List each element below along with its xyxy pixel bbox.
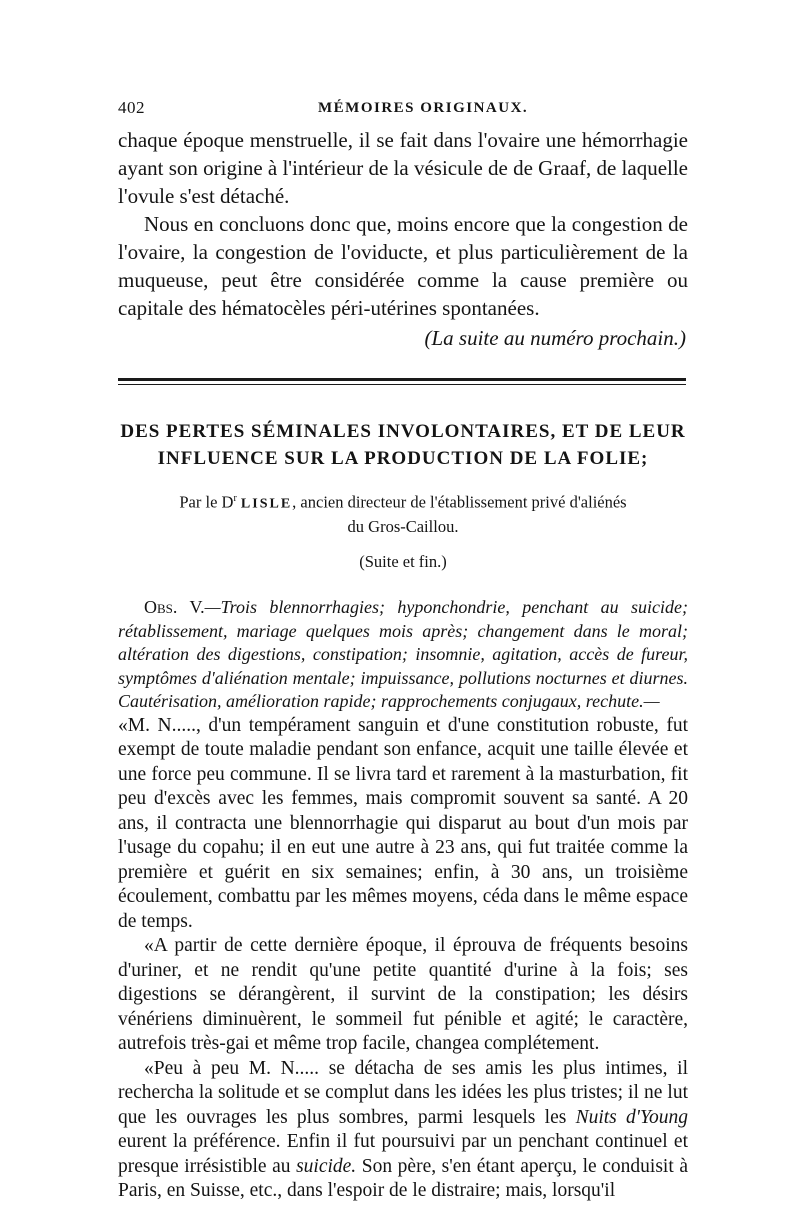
byline-line-2: du Gros-Caillou. <box>347 516 459 536</box>
suicide-term: suicide. <box>296 1155 357 1177</box>
article-title <box>118 418 688 472</box>
page-header <box>118 96 683 122</box>
byline-affiliation: , ancien directeur de l'établissement privé d'aliénés <box>292 492 627 512</box>
running-title: MÉMOIRES ORIGINAUX. <box>318 100 529 116</box>
author-name: LISLE <box>240 496 293 512</box>
observation-heading <box>118 596 688 714</box>
page-number: 402 <box>118 98 145 117</box>
byline-line-1 <box>118 488 688 516</box>
intro-section <box>118 126 688 352</box>
suite-et-fin: (Suite et fin.) <box>359 552 447 571</box>
byline-sup: r <box>233 493 237 504</box>
byline <box>118 488 688 538</box>
body-paragraph-3-part-2: eurent la préférence. Enfin il fut poursuivi par un penchant continuel et presque irrésistible au <box>118 1131 688 1177</box>
section-divider-thin <box>118 384 686 385</box>
intro-paragraph-1: chaque époque menstruelle, il se fait dans l'ovaire une hémorrhagie ayant son origine à l'intérieur de la vésicule de de Graaf, de laquelle l'ovule s'est détaché. <box>118 128 688 208</box>
observation-label: Obs. V. <box>144 597 205 617</box>
section-divider-thick <box>118 378 686 381</box>
article-title-line-2: INFLUENCE SUR LA PRODUCTION DE LA FOLIE; <box>157 448 649 469</box>
intro-paragraph-2: Nous en concluons donc que, moins encore que la congestion de l'ovaire, la congestion de l'oviducte, et plus particulièrement de la muqueuse, peut être considérée comme la cause première ou capitale des hématocèles péri-utérines spontanées. <box>118 212 688 320</box>
book-title: Nuits d'Young <box>575 1106 688 1128</box>
body-paragraph-2: «A partir de cette dernière époque, il éprouva de fréquents besoins d'uriner, et ne rendit qu'une petite quantité d'urine à la fois; ses digestions se dérangèrent, il survint de la constipation; les désirs vénériens diminuèrent, le sommeil fut pénible et agité; le caractère, autrefois très-gai et même trop facile, changea complétement. <box>118 935 688 1054</box>
continuation-note: (La suite au numéro prochain.) <box>424 326 686 350</box>
article-body <box>118 596 688 1204</box>
body-paragraph-1: «M. N....., d'un tempérament sanguin et d'une constitution robuste, fut exempt de toute maladie pendant son enfance, acquit une taille élevée et une force peu commune. Il se livra tard et rarement à la masturbation, fit peu d'excès avec les femmes, mais compromit souvent sa santé. A 20 ans, il contracta une blennorrhagie qui disparut au bout d'un mois par l'usage du copahu; il en eut une autre à 23 ans, qui fut traitée comme la première et guérit en six semaines; enfin, à 30 ans, un troisième écoulement, combattu par les mêmes moyens, céda dans le même espace de temps. <box>118 714 688 932</box>
byline-prefix: Par le D <box>179 492 234 512</box>
body-paragraph-3-part-3: Son père, s'en étant aperçu, le conduisit à Paris, en Suisse, etc., dans l'espoir de le distraire; mais, lorsqu'il <box>118 1155 688 1201</box>
body-paragraph-3-part-1: «Peu à peu M. N..... se détacha de ses amis les plus intimes, il rechercha la solitude et se complut dans les idées les plus tristes; il ne lut que les ouvrages les plus sombres, parmi lesquels les <box>118 1057 688 1128</box>
observation-summary: —Trois blennorrhagies; hyponchondrie, penchant au suicide; rétablissement, mariage quelques mois après; changement dans le moral; altération des digestions, constipation; insomnie, agitation, accès de fureur, symptômes d'aliénation mentale; impuissance, pollutions nocturnes et diurnes. Cautérisation, amélioration rapide; rapprochements conjugaux, rechute.— <box>118 597 688 711</box>
body-paragraph-3 <box>118 1057 688 1204</box>
article-title-line-1: DES PERTES SÉMINALES INVOLONTAIRES, ET DE LEUR <box>120 421 686 442</box>
